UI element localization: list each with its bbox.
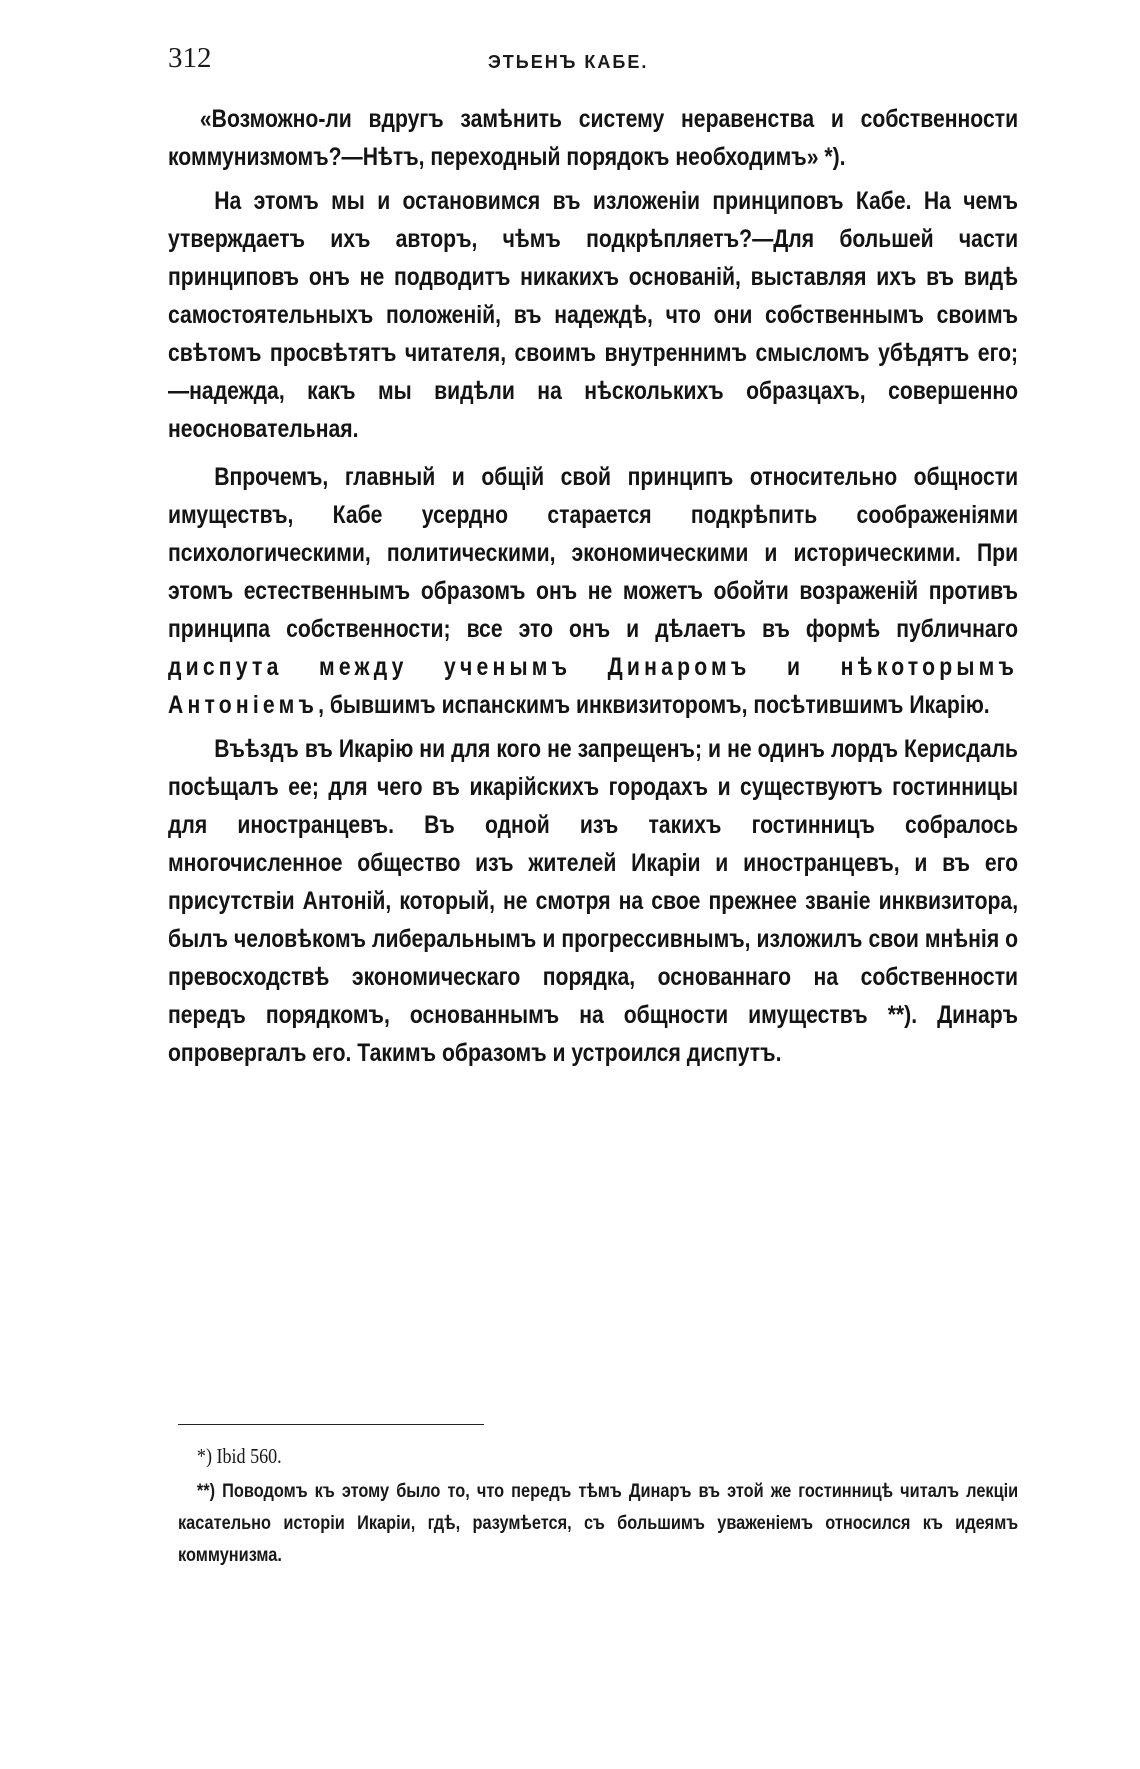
paragraph-3 bbox=[168, 458, 1018, 724]
footnote-divider bbox=[178, 1424, 484, 1425]
running-title: ЭТЬЕНЪ КАБЕ. bbox=[488, 52, 649, 72]
body-text bbox=[168, 100, 1018, 1072]
paragraph-3-text-a: Впрочемъ, главный и общій свой принципъ относительно общности имуществъ, Кабе усердно старается подкрѣпить соображеніями психологическими, политическими, экономическими и историческими. При этомъ естественнымъ образомъ онъ не можетъ обойти возраженій противъ принципа собственности; все это онъ и дѣлаетъ въ формѣ публичнаго bbox=[168, 463, 1019, 643]
footnote-1: *) Ibid 560. bbox=[196, 1444, 282, 1468]
paragraph-4: Въѣздъ въ Икарію ни для кого не запрещенъ; и не одинъ лордъ Керисдаль посѣщалъ ее; для чего въ икарійскихъ городахъ и существуютъ гостинницы для иностранцевъ. Въ одной изъ такихъ гостинницъ собралось многочисленное общество изъ жителей Икаріи и иностранцевъ, и въ его присутствіи Антоній, который, не смотря на свое прежнее званіе инквизитора, былъ человѣкомъ либеральнымъ и прогрессивнымъ, изложилъ свои мнѣнія о превосходствѣ экономическаго порядка, основаннаго на собственности передъ порядкомъ, основаннымъ на общности имуществъ **). Динаръ опровергалъ его. Такимъ образомъ и устроился диспутъ. bbox=[168, 735, 1019, 1067]
paragraph-1: «Возможно-ли вдругъ замѣнить систему неравенства и собственности коммунизмомъ?—Нѣтъ, переходный порядокъ необходимъ» *). bbox=[168, 105, 1019, 171]
footnotes bbox=[178, 1440, 1018, 1572]
running-head bbox=[168, 42, 1018, 82]
paragraph-3-text-b: , бывшимъ испанскимъ инквизиторомъ, посѣтившимъ Икарію. bbox=[318, 691, 990, 719]
page-number: 312 bbox=[168, 42, 212, 74]
paragraph-2: На этомъ мы и остановимся въ изложеніи принциповъ Кабе. На чемъ утверждаетъ ихъ авторъ, чѣмъ подкрѣпляетъ?—Для большей части принциповъ онъ не подводитъ никакихъ основаній, выставляя ихъ въ видѣ самостоятельныхъ положеній, въ надеждѣ, что они собственнымъ своимъ свѣтомъ просвѣтятъ читателя, своимъ внутреннимъ смысломъ убѣдятъ его;—надежда, какъ мы видѣли на нѣсколькихъ образцахъ, совершенно неосновательная. bbox=[168, 187, 1019, 443]
spaced-emphasis: диспута между ученымъ Динаромъ и нѣкоторымъ Антоніемъ bbox=[168, 653, 1019, 719]
footnote-2: **) Поводомъ къ этому было то, что передъ тѣмъ Динаръ въ этой же гостинницѣ читалъ лекціи касательно исторіи Икаріи, гдѣ, разумѣется, съ большимъ уваженіемъ относился къ идеямъ коммунизма. bbox=[178, 1481, 1019, 1566]
